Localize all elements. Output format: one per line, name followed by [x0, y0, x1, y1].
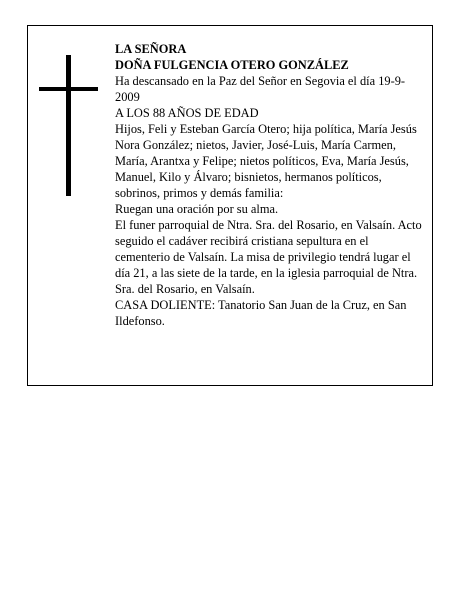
cross-icon-vertical-bar	[66, 55, 71, 196]
funeral-details: El funer parroquial de Ntra. Sra. del Rosario, en Valsaín. Acto seguido el cadáver recibirá cristiana sepultura en el cementerio de Valsaín. La misa de privilegio tendrá lugar el día 21, a las siete de la tarde, en la iglesia parroquial de Ntra. Sra. del Rosario, en Valsaín.	[115, 218, 422, 296]
notice-heading: LA SEÑORA	[115, 42, 187, 56]
prayer-request: Ruegan una oración por su alma.	[115, 202, 279, 216]
mourning-house: CASA DOLIENTE: Tanatorio San Juan de la Cruz, en San Ildefonso.	[115, 298, 407, 328]
family-list: Hijos, Feli y Esteban García Otero; hija política, María Jesús Nora González; nietos, Javier, José-Luis, María Carmen, María, Arantxa y Felipe; nietos políticos, Eva, María Jesús, Manuel, Kilo y Álvaro; bisnietos, hermanos políticos, sobrinos, primos y demás familia:	[115, 122, 417, 200]
obituary-notice	[27, 25, 433, 386]
age-statement: A LOS 88 AÑOS DE EDAD	[115, 106, 259, 120]
death-statement: Ha descansado en la Paz del Señor en Segovia el día 19-9-2009	[115, 74, 406, 104]
obituary-text	[115, 41, 425, 329]
deceased-name: DOÑA FULGENCIA OTERO GONZÁLEZ	[115, 58, 349, 72]
cross-icon-horizontal-bar	[39, 87, 98, 91]
